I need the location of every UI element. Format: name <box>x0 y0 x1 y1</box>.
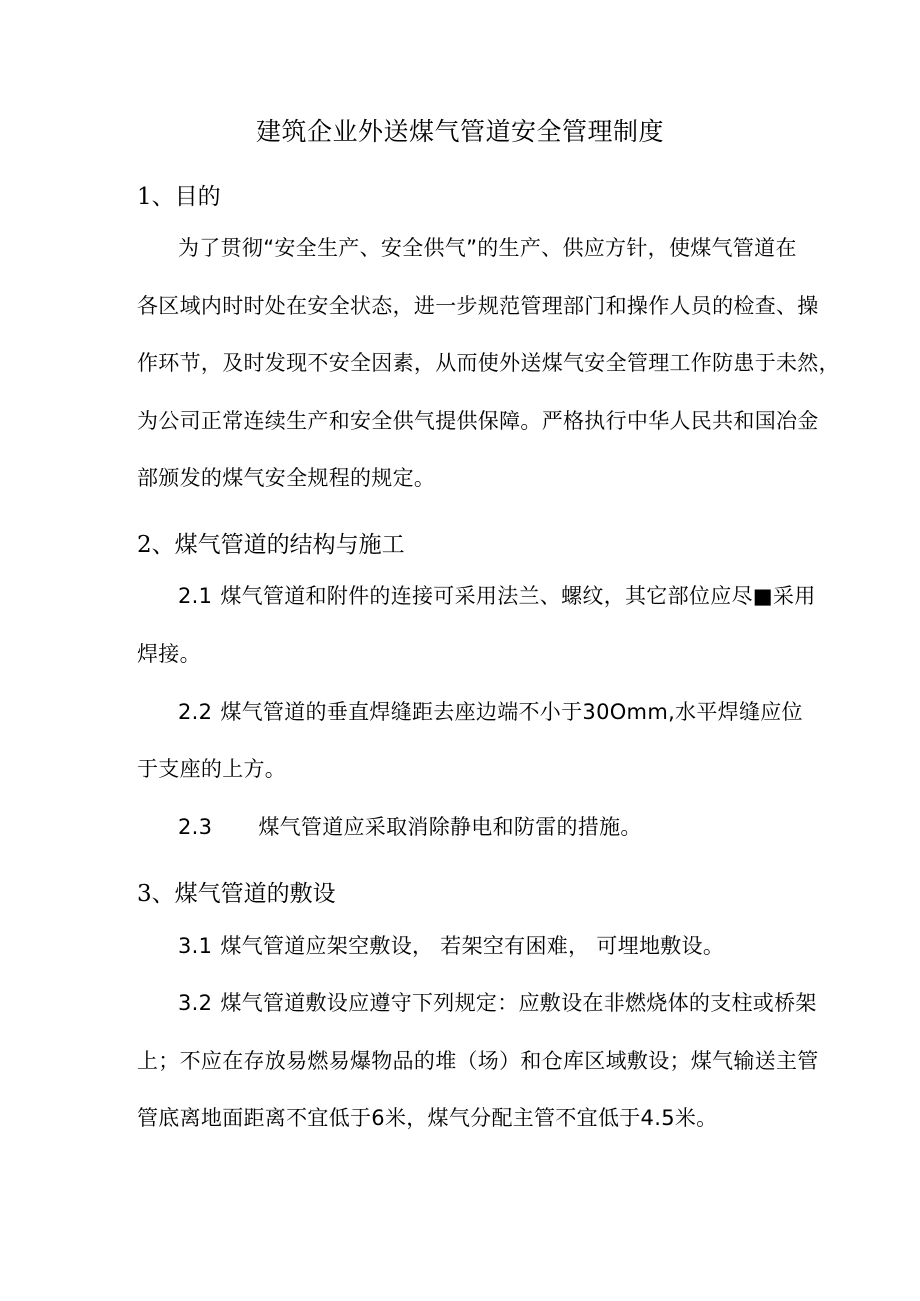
paragraph-line: 部颁发的煤气安全规程的规定。 <box>137 466 436 490</box>
clause-number: 3.2 <box>178 991 213 1015</box>
clause-text: 煤气管道敷设应遵守下列规定：应敷设在非燃烧体的支柱或桥架 <box>220 991 817 1015</box>
clause-3-1-line-1 <box>178 930 724 960</box>
clause-3-2-line-1 <box>178 987 817 1017</box>
paragraph-line: 作环节，及时发现不安全因素，从而使外送煤气安全管理工作防患于未然， <box>137 351 840 375</box>
section-heading-3: 3、煤气管道的敷设 <box>137 881 336 907</box>
section-heading-1: 1、目的 <box>137 184 221 210</box>
paragraph-line: 为了贯彻“安全生产、安全供气”的生产、供应方针，使煤气管道在 <box>178 236 797 260</box>
clause-3-2-line-3: 管底离地面距离不宜低于6米，煤气分配主管不宜低于4.5米。 <box>137 1106 718 1130</box>
clause-number: 3.1 <box>178 934 213 958</box>
clause-3-2-line-2: 上；不应在存放易燃易爆物品的堆（场）和仓库区域敷设；煤气输送主管 <box>137 1049 819 1073</box>
clause-number: 2.1 <box>178 584 213 608</box>
clause-text: 煤气管道和附件的连接可采用法兰、螺纹，其它部位应尽■采用 <box>220 584 816 608</box>
clause-2-3-line-1 <box>178 811 642 841</box>
paragraph-line: 为公司正常连续生产和安全供气提供保障。严格执行中华人民共和国冶金 <box>137 409 819 433</box>
clause-2-1-line-2: 焊接。 <box>137 642 201 666</box>
paragraph-line: 各区域内时时处在安全状态，进一步规范管理部门和操作人员的检查、操 <box>137 294 819 318</box>
document-title: 建筑企业外送煤气管道安全管理制度 <box>255 117 664 146</box>
clause-2-1-line-1 <box>178 580 816 610</box>
clause-2-2-line-1 <box>178 696 803 726</box>
section-heading-2: 2、煤气管道的结构与施工 <box>137 532 405 558</box>
clause-text: 煤气管道应架空敷设， 若架空有困难， 可埋地敷设。 <box>220 934 725 958</box>
clause-number: 2.3 <box>178 815 213 839</box>
clause-number: 2.2 <box>178 700 213 724</box>
clause-text: 煤气管道的垂直焊缝距去座边端不小于30Omm,水平焊缝应位 <box>220 700 803 724</box>
clause-text: 煤气管道应采取消除静电和防雷的措施。 <box>258 815 642 839</box>
clause-2-2-line-2: 于支座的上方。 <box>137 757 287 781</box>
